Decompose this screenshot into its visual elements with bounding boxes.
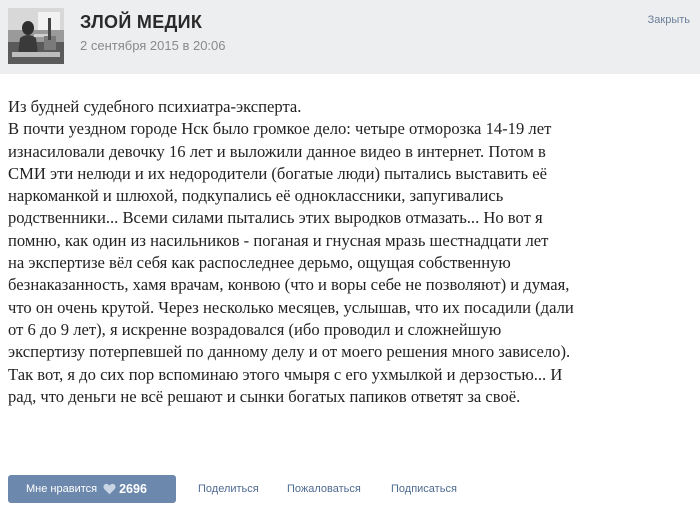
post-text-line: на экспертизе вёл себя как распоследнее дерьмо, ощущая собственную [8,253,511,273]
post-text-line: СМИ эти нелюди и их недородители (богатые люди) пытались выставить её [8,163,547,183]
post-text-line: что он очень крутой. Через несколько месяцев, услышав, что их посадили (дали [8,297,574,317]
post-text-line: помню, как один из насильников - поганая и гнусная мразь шестнадцати лет [8,230,549,250]
heart-icon [103,483,116,495]
subscribe-link[interactable]: Подписаться [391,483,457,495]
post-text-line: изнасиловали девочку 16 лет и выложили данное видео в интернет. Потом в [8,141,546,161]
post-text-line: рад, что деньги не всё решают и сынки богатых папиков ответят за своё. [8,386,521,406]
post-text-line: Из будней судебного психиатра-эксперта. [8,97,302,116]
post-text-line: безнаказанность, хамя врачам, конвою (что и воры себе не позволяют) и думая, [8,275,570,295]
post-text-line: экспертизу потерпевшей по данному делу и от моего решения много зависело). [8,342,571,362]
avatar[interactable] [8,8,64,64]
avatar-photo-icon [8,8,64,64]
post-text-line: В почти уездном городе Нск было громкое дело: четыре отморозка 14-19 лет [8,119,552,139]
like-button[interactable] [8,475,176,503]
post-header [0,0,700,74]
post-date[interactable]: 2 сентября 2015 в 20:06 [80,38,226,53]
post-actions [8,475,692,503]
report-link[interactable]: Пожаловаться [287,483,361,495]
post-text-line: родственники... Всеми силами пытались этих выродков отмазать... Но вот я [8,208,543,228]
author-name[interactable]: ЗЛОЙ МЕДИК [80,12,203,32]
like-label: Мне нравится [26,483,98,495]
share-link[interactable]: Поделиться [198,483,259,495]
post-text-line: наркоманкой и шлюхой, подкупались её одноклассники, запугивались [8,186,504,206]
like-count: 2696 [119,482,147,496]
post-text-line: от 6 до 9 лет), я искренне возрадовался (ибо проводил и сложнейшую [8,319,502,339]
post-text [8,96,692,408]
post-text-line: Так вот, я до сих пор вспоминаю этого чмыря с его ухмылкой и дерзостью... И [8,364,563,384]
close-link[interactable]: Закрыть [647,14,690,26]
